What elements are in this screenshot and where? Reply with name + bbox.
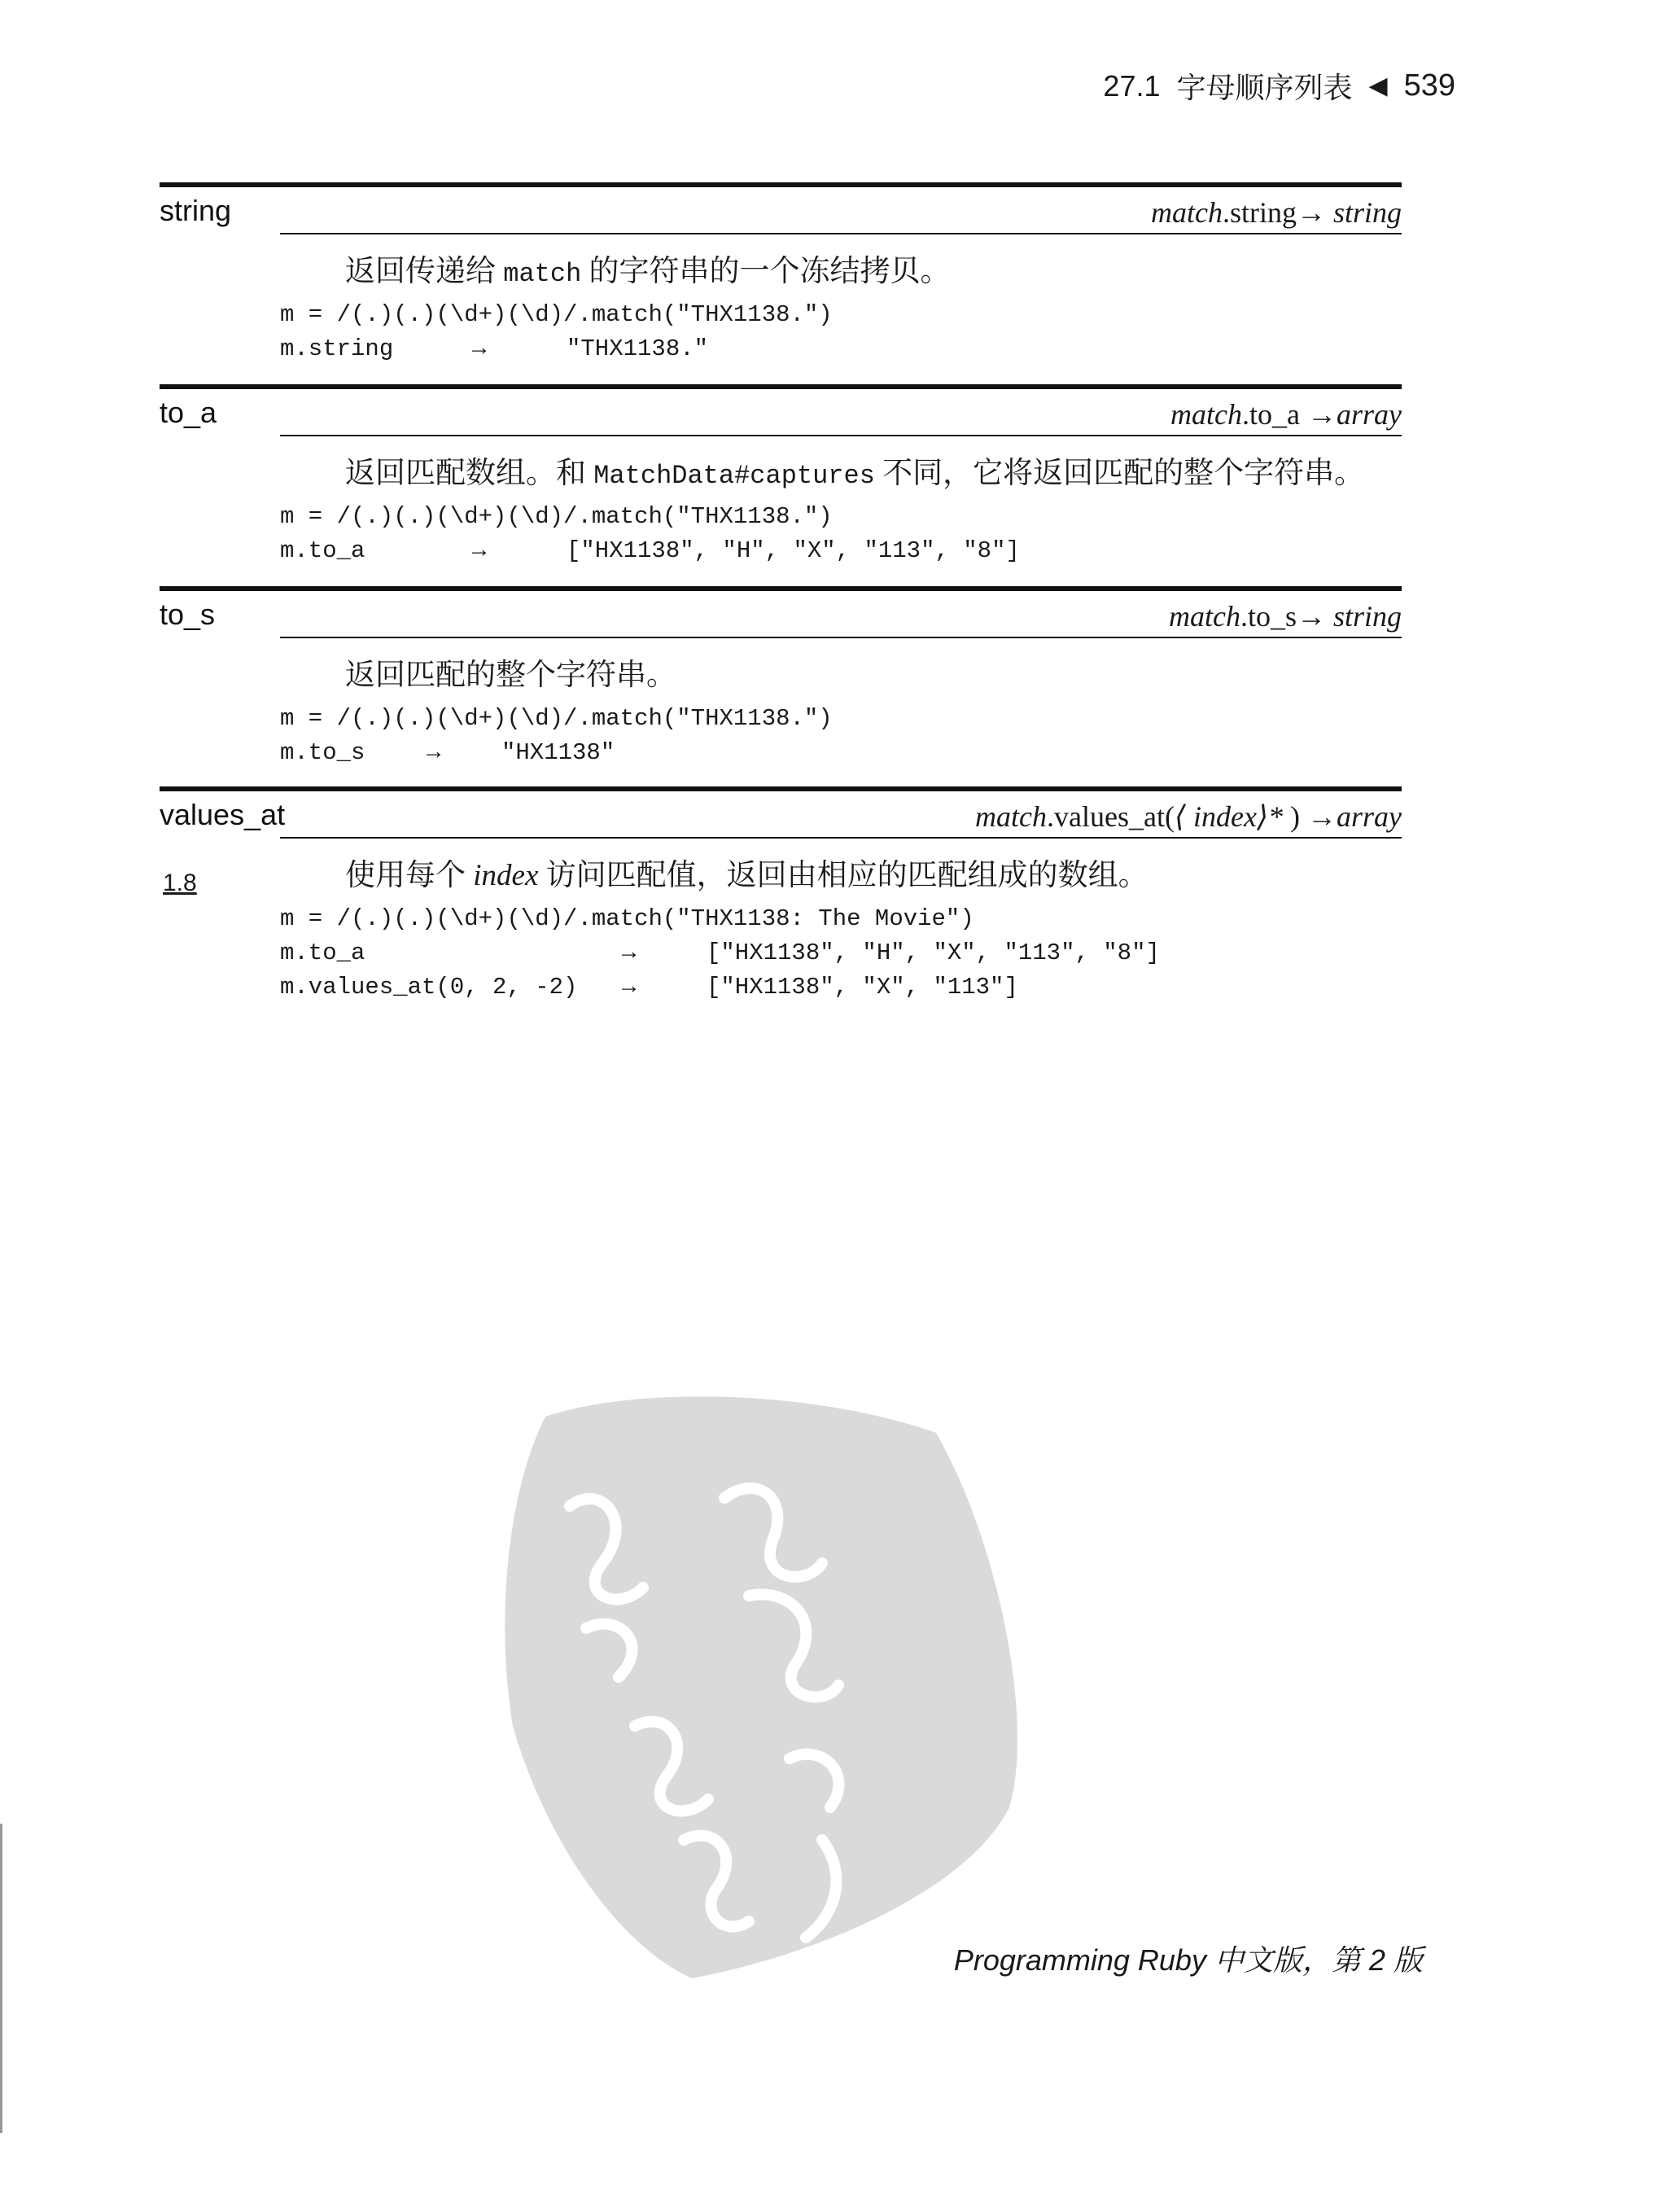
- code-line: m = /(.)(.)(\d+)(\d)/.match("THX1138."): [280, 301, 833, 328]
- section-number: 27.1: [1103, 68, 1161, 103]
- section-title: 字母顺序列表: [1176, 71, 1353, 104]
- page-number: 539: [1403, 68, 1455, 103]
- method-name: to_s: [160, 598, 216, 631]
- method-signature: match.string→ string: [1150, 196, 1402, 229]
- code-example: [160, 702, 1402, 770]
- method-description: 返回传递给 match 的字符串的一个冻结拷贝。: [345, 255, 951, 289]
- method-description: 返回匹配的整个字符串。: [345, 659, 676, 692]
- seal-watermark-icon: [480, 1384, 1050, 1986]
- code-example: [160, 298, 1402, 366]
- method-name: string: [160, 194, 232, 227]
- method-name: to_a: [160, 396, 217, 429]
- method-entry-to-s: [160, 586, 1402, 770]
- left-triangle-icon: ◀: [1368, 72, 1388, 99]
- signature-rule: [280, 233, 1402, 234]
- code-line: m = /(.)(.)(\d+)(\d)/.match("THX1138."): [280, 705, 833, 732]
- signature-rule: [280, 435, 1402, 436]
- scan-edge-line: [0, 1824, 2, 2133]
- method-signature: match.to_s→ string: [1168, 600, 1402, 633]
- signature-rule: [280, 637, 1402, 638]
- code-line: m = /(.)(.)(\d+)(\d)/.match("THX1138."): [280, 503, 833, 530]
- code-line: m.to_a → ["HX1138", "H", "X", "113", "8"]: [280, 537, 1020, 564]
- method-entry-to-a: [160, 384, 1402, 568]
- method-description: 返回匹配数组。和 MatchData#captures 不同，它将返回匹配的整个字符串。: [345, 457, 1365, 491]
- signature-rule: [280, 837, 1402, 839]
- code-line: m.to_s → "HX1138": [280, 739, 615, 766]
- code-line: m.string → "THX1138.": [280, 335, 709, 362]
- method-description: 使用每个 index 访问匹配值，返回由相应的匹配组成的数组。: [345, 859, 1149, 892]
- method-entry-values-at: [160, 786, 1402, 1005]
- page-footer: Programming Ruby 中文版，第 2 版: [953, 1943, 1423, 1977]
- version-badge: 1.8: [163, 869, 197, 896]
- running-head: [1103, 65, 1455, 107]
- method-signature: match.to_a →array: [1170, 398, 1402, 431]
- method-name: values_at: [160, 798, 286, 831]
- code-line: m.to_a → ["HX1138", "H", "X", "113", "8"]: [280, 940, 1160, 966]
- code-example: [160, 902, 1402, 1005]
- method-signature: match.values_at(⟨ index⟩* ) →array: [975, 800, 1402, 833]
- code-line: m.values_at(0, 2, -2) → ["HX1138", "X", "113"]: [280, 974, 1018, 1001]
- method-entry-string: [160, 182, 1402, 366]
- code-line: m = /(.)(.)(\d+)(\d)/.match("THX1138: The Movie"): [280, 905, 974, 932]
- code-example: [160, 500, 1402, 568]
